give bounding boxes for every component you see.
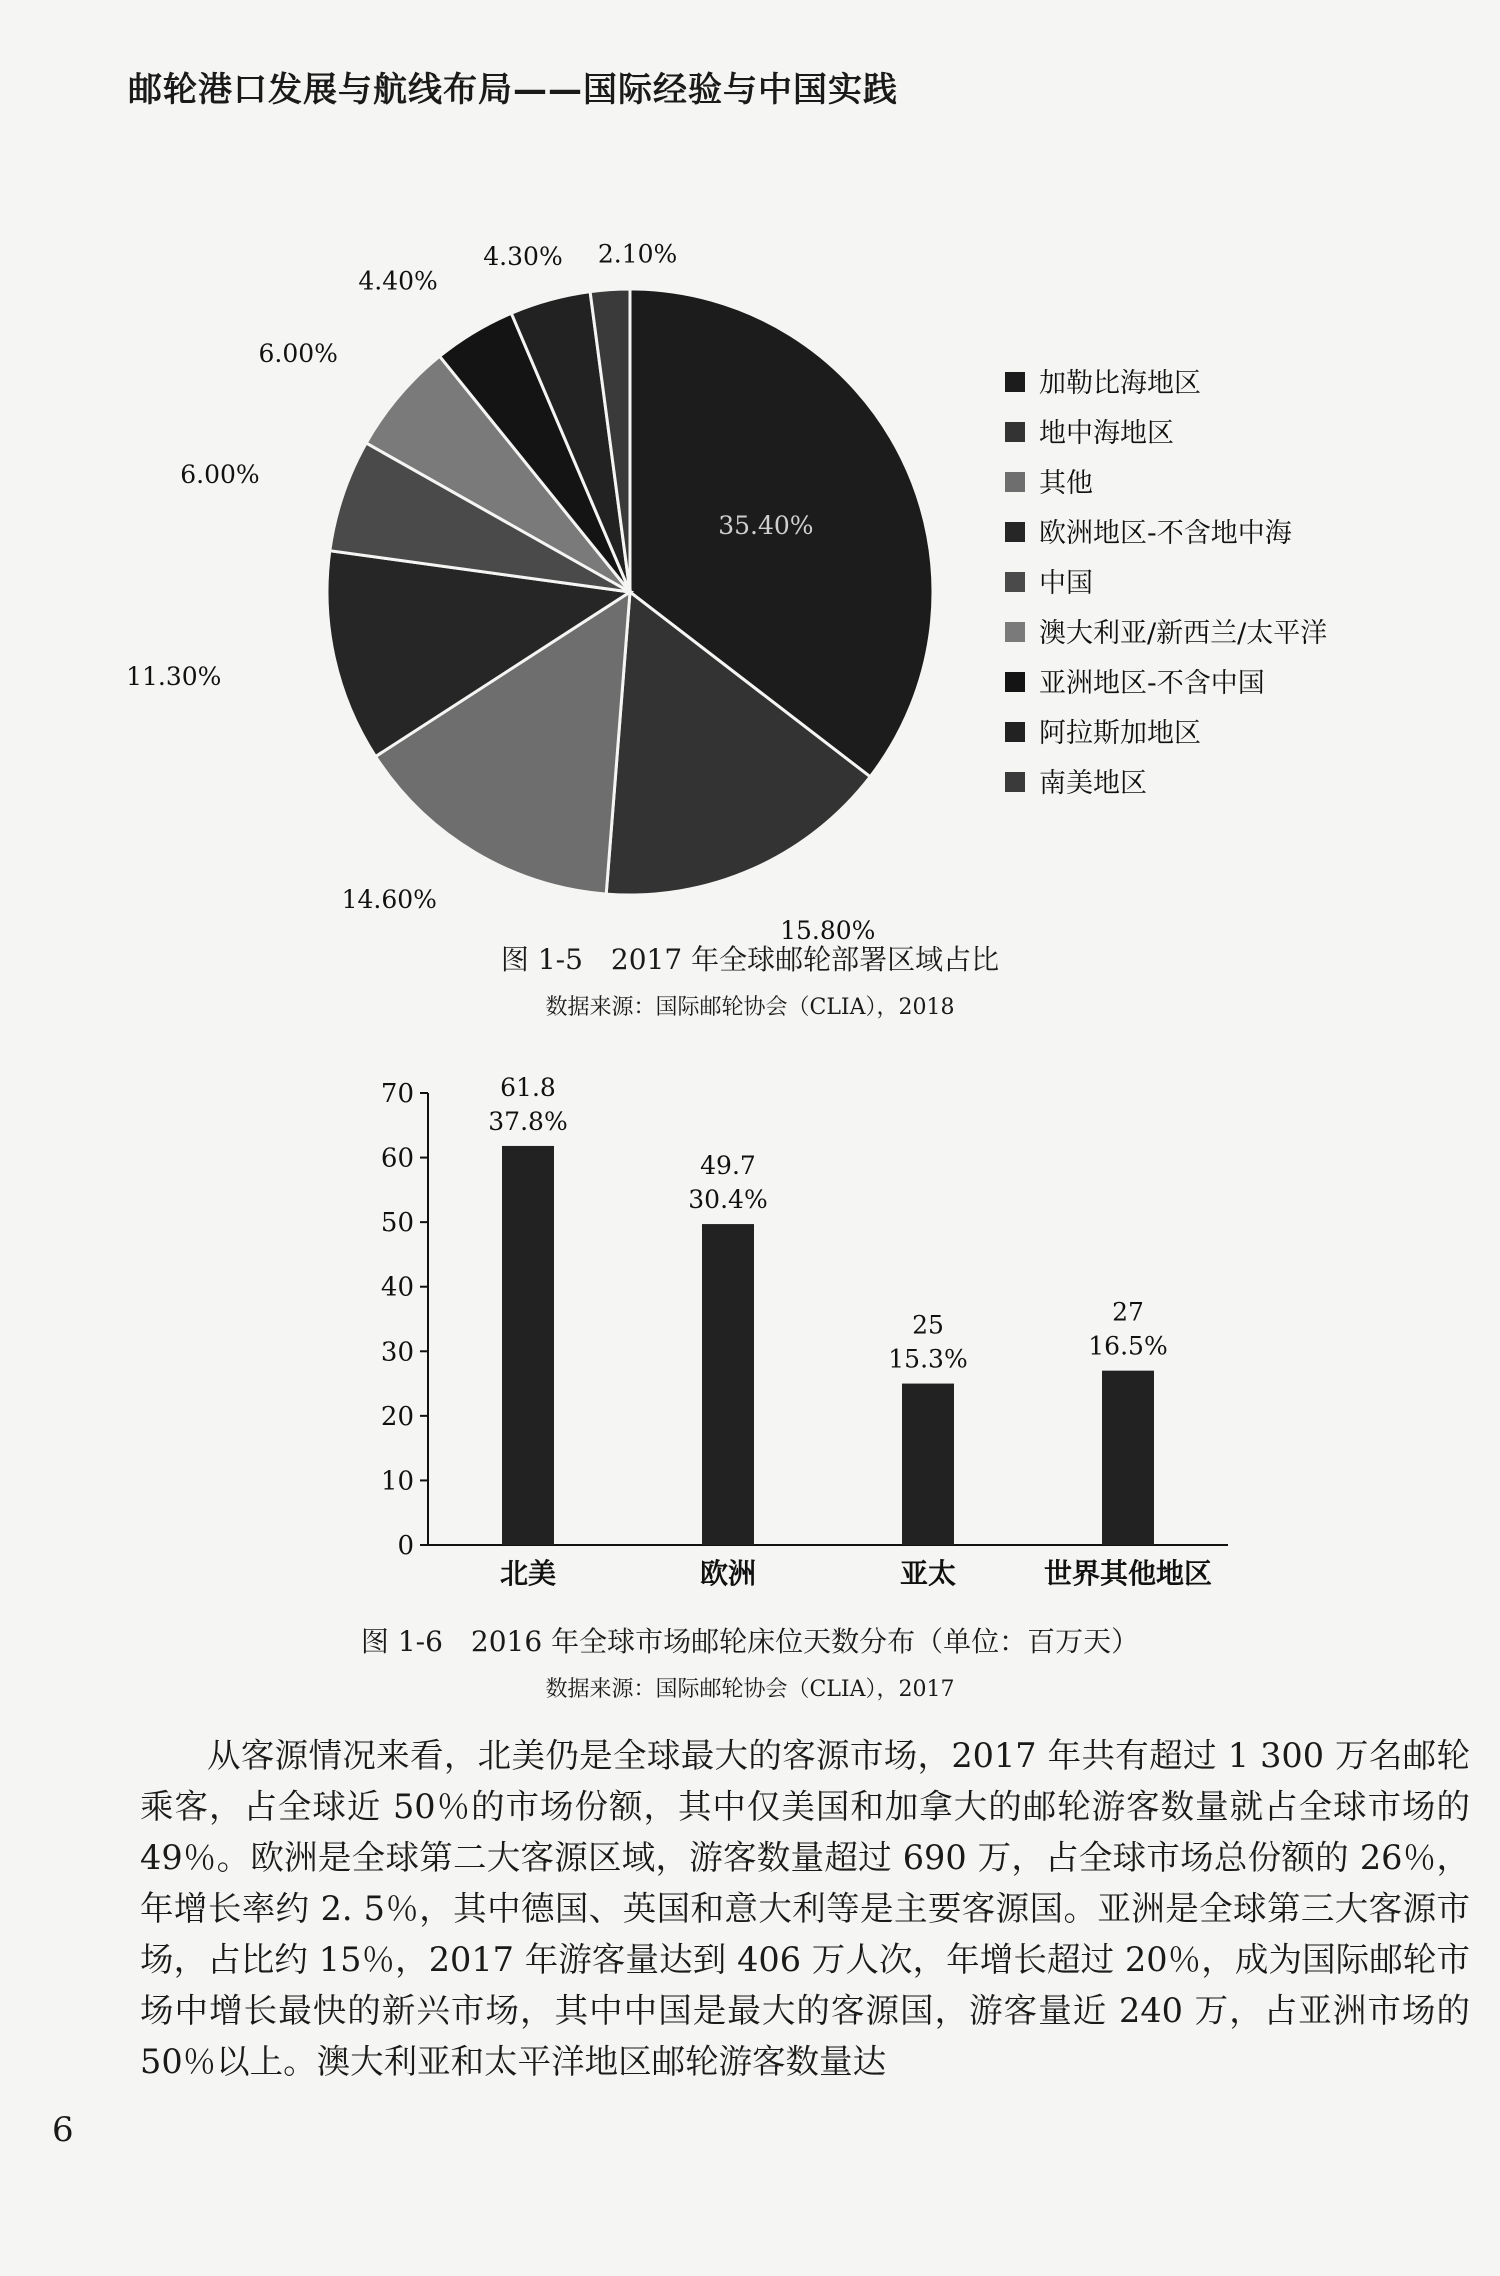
body-paragraph [140, 1730, 1470, 2087]
figure-1-5-source: 数据来源：国际邮轮协会（CLIA），2018 [545, 995, 955, 1020]
figure-1-6-source: 数据来源：国际邮轮协会（CLIA），2017 [545, 1677, 955, 1702]
legend-swatch [1005, 472, 1025, 492]
pie-slice-label: 4.40% [358, 266, 438, 296]
y-tick-label: 40 [380, 1272, 414, 1303]
legend-label: 南美地区 [1039, 768, 1147, 799]
pie-legend [1005, 368, 1327, 799]
legend-label: 阿拉斯加地区 [1039, 718, 1201, 749]
x-category-label: 北美 [499, 1557, 557, 1590]
pie-slice-label: 6.00% [258, 339, 338, 369]
legend-label: 加勒比海地区 [1039, 368, 1201, 399]
page-number: 6 [52, 2110, 74, 2150]
pie-slice-label: 15.80% [780, 915, 876, 945]
legend-swatch [1005, 522, 1025, 542]
legend-label: 地中海地区 [1039, 418, 1174, 449]
bar [902, 1384, 954, 1545]
pie-slice-label: 14.60% [341, 885, 437, 915]
legend-label: 欧洲地区-不含地中海 [1039, 518, 1292, 549]
figure-1-6-caption: 图 1-6 2016 年全球市场邮轮床位天数分布（单位：百万天） [360, 1625, 1140, 1658]
legend-label: 中国 [1039, 568, 1093, 599]
y-tick-label: 50 [380, 1208, 414, 1239]
legend-label: 其他 [1039, 468, 1093, 499]
legend-swatch [1005, 672, 1025, 692]
x-category-label: 世界其他地区 [1043, 1557, 1213, 1590]
y-tick-label: 70 [380, 1079, 414, 1109]
bar [502, 1146, 554, 1545]
pie-slice-label: 11.30% [126, 662, 222, 692]
legend-swatch [1005, 622, 1025, 642]
figure-1-5-caption: 图 1-5 2017 年全球邮轮部署区域占比 [500, 943, 1000, 976]
bar [702, 1224, 754, 1545]
legend-swatch [1005, 722, 1025, 742]
legend-swatch [1005, 422, 1025, 442]
legend-label: 亚洲地区-不含中国 [1039, 668, 1265, 699]
bar-share-label: 30.4% [688, 1185, 768, 1215]
pie-chart [126, 239, 933, 944]
x-category-label: 亚太 [899, 1557, 957, 1590]
legend-swatch [1005, 572, 1025, 592]
y-tick-label: 30 [380, 1337, 414, 1368]
pie-slice-label: 35.40% [718, 511, 814, 541]
y-tick-label: 10 [380, 1466, 414, 1497]
y-tick-label: 0 [397, 1531, 414, 1561]
bar-value-label: 27 [1112, 1297, 1144, 1327]
body-paragraph-text: 从客源情况来看，北美仍是全球最大的客源市场，2017 年共有超过 1 300 万名邮轮乘客，占全球近 50％的市场份额，其中仅美国和加拿大的邮轮游客数量就占全球市场的 49％。欧洲是全球第二大客源区域，游客数量超过 690 万，占全球市场总份额的 26％，年增长率约 2. 5％，其中德国、英国和意大利等是主要客源国。亚洲是全球第三大客源市场，占比约 15％，2017 年游客量达到 406 万人次，年增长超过 20％，成为国际邮轮市场中增长最快的新兴市场，其中中国是最大的客源国，游客量近 240 万，占亚洲市场的 50％以上。澳大利亚和太平洋地区邮轮游客数量达 [140, 1736, 1470, 2081]
y-tick-label: 60 [380, 1143, 414, 1174]
y-tick-label: 20 [380, 1401, 414, 1432]
legend-swatch [1005, 372, 1025, 392]
bar-chart [381, 1073, 1228, 1590]
bar-share-label: 16.5% [1088, 1331, 1168, 1361]
legend-swatch [1005, 772, 1025, 792]
x-category-label: 欧洲 [699, 1557, 757, 1590]
bar-value-label: 25 [912, 1310, 944, 1340]
legend-label: 澳大利亚/新西兰/太平洋 [1039, 618, 1328, 649]
pie-slice-label: 2.10% [597, 239, 678, 269]
bar-share-label: 37.8% [488, 1106, 568, 1136]
bar-value-label: 61.8 [500, 1072, 556, 1102]
bar-share-label: 15.3% [888, 1344, 968, 1374]
pie-slice-label: 4.30% [483, 241, 563, 271]
bar-value-label: 49.7 [700, 1151, 756, 1181]
pie-slice-label: 6.00% [180, 459, 260, 489]
running-header: 邮轮港口发展与航线布局——国际经验与中国实践 [128, 70, 898, 110]
bar [1102, 1371, 1154, 1545]
